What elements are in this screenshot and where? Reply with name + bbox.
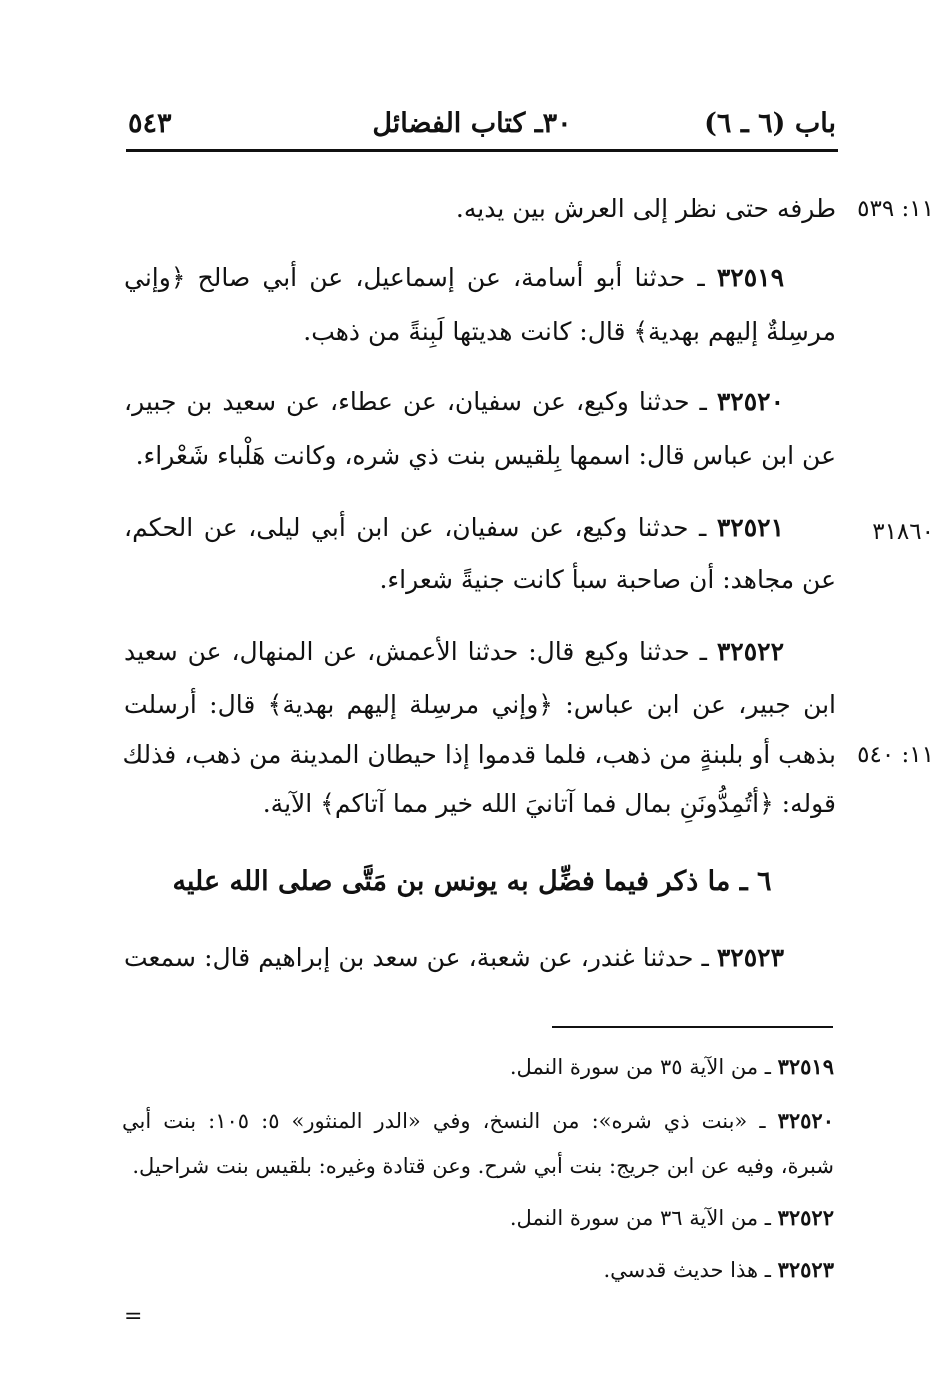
hadith-number: ٣٢٥٢٠ bbox=[716, 387, 784, 416]
hadith-number: ٣٢٥١٩ bbox=[716, 263, 784, 292]
header-rule bbox=[126, 149, 838, 152]
hadith-line: ٣٢٥٢١ ـ حدثنا وكيع، عن سفيان، عن ابن أبي ليلى، عن الحكم، bbox=[124, 513, 784, 542]
footnote-number: ٣٢٥٢٠ bbox=[777, 1108, 834, 1133]
continuation-mark: = bbox=[124, 1304, 143, 1329]
hadith-line: مرسِلةٌ إليهم بهدية﴾ قال: كانت هديتها لَبِنةً من ذهب. bbox=[303, 317, 836, 346]
margin-ref: ١١: ٥٣٩ bbox=[857, 196, 934, 222]
hadith-number: ٣٢٥٢١ bbox=[716, 513, 784, 542]
footnote-line: شبرة، وفيه عن ابن جريج: بنت أبي شرح. وعن قتادة وغيره: بلقيس بنت شراحيل. bbox=[132, 1154, 834, 1178]
hadith-line: ٣٢٥٢٢ ـ حدثنا وكيع قال: حدثنا الأعمش، عن المنهال، عن سعيد bbox=[124, 637, 784, 666]
hadith-line: عن مجاهد: أن صاحبة سبأ كانت جنيةً شعراء. bbox=[379, 565, 836, 594]
hadith-number: ٣٢٥٢٣ bbox=[716, 943, 784, 972]
hadith-number: ٣٢٥٢٢ bbox=[716, 637, 784, 666]
footnote-line: ٣٢٥١٩ ـ من الآية ٣٥ من سورة النمل. bbox=[509, 1054, 834, 1079]
hadith-line: عن ابن عباس قال: اسمها بِلقيس بنت ذي شره، وكانت هَلْباء شَعْراء. bbox=[135, 441, 836, 470]
footnote-rule bbox=[552, 1026, 833, 1028]
hadith-line: قوله: ﴿أتُمِدُّونَنِ بمال فما آتانيَ الله خير مما آتاكم﴾ الآية. bbox=[262, 789, 836, 818]
footnote-line: ٣٢٥٢٢ ـ من الآية ٣٦ من سورة النمل. bbox=[509, 1205, 834, 1230]
footnote-line: ٣٢٥٢٣ ـ هذا حديث قدسي. bbox=[603, 1257, 834, 1282]
hadith-line: ٣٢٥٢٣ ـ حدثنا غندر، عن شعبة، عن سعد بن إبراهيم قال: سمعت bbox=[124, 943, 784, 972]
section-title: ٦ ـ ما ذكر فيما فضِّل به يونس بن مَتَّى صلى الله عليه bbox=[172, 866, 772, 897]
margin-ref: ٣١٨٦٠ bbox=[872, 519, 934, 545]
book-title-header: ٣٠ـ كتاب الفضائل bbox=[372, 108, 572, 139]
hadith-line: ابن جبير، عن ابن عباس: ﴿وإني مرسِلة إليهم بهدية﴾ قال: أرسلت bbox=[124, 690, 836, 719]
text-line: طرفه حتى نظر إلى العرش بين يديه. bbox=[455, 194, 836, 223]
chapter-header: باب (٦ ـ ٦) bbox=[704, 108, 836, 139]
hadith-line: بذهب أو بلبنةٍ من ذهب، فلما قدموا إذا حيطان المدينة من ذهب، فذلك bbox=[122, 740, 836, 769]
hadith-line: ٣٢٥٢٠ ـ حدثنا وكيع، عن سفيان، عن عطاء، عن سعيد بن جبير، bbox=[124, 387, 784, 416]
page-number: ٥٤٣ bbox=[128, 108, 172, 139]
footnote-number: ٣٢٥١٩ bbox=[777, 1054, 834, 1079]
footnote-line: ٣٢٥٢٠ ـ «بنت ذي شره»: من النسخ، وفي «الدر المنثور» ٥: ١٠٥: بنت أبي bbox=[122, 1108, 834, 1133]
hadith-line: ٣٢٥١٩ ـ حدثنا أبو أسامة، عن إسماعيل، عن أبي صالح ﴿وإني bbox=[124, 263, 784, 292]
footnote-number: ٣٢٥٢٣ bbox=[777, 1257, 834, 1282]
margin-ref: ١١: ٥٤٠ bbox=[857, 742, 934, 768]
footnote-number: ٣٢٥٢٢ bbox=[777, 1205, 834, 1230]
